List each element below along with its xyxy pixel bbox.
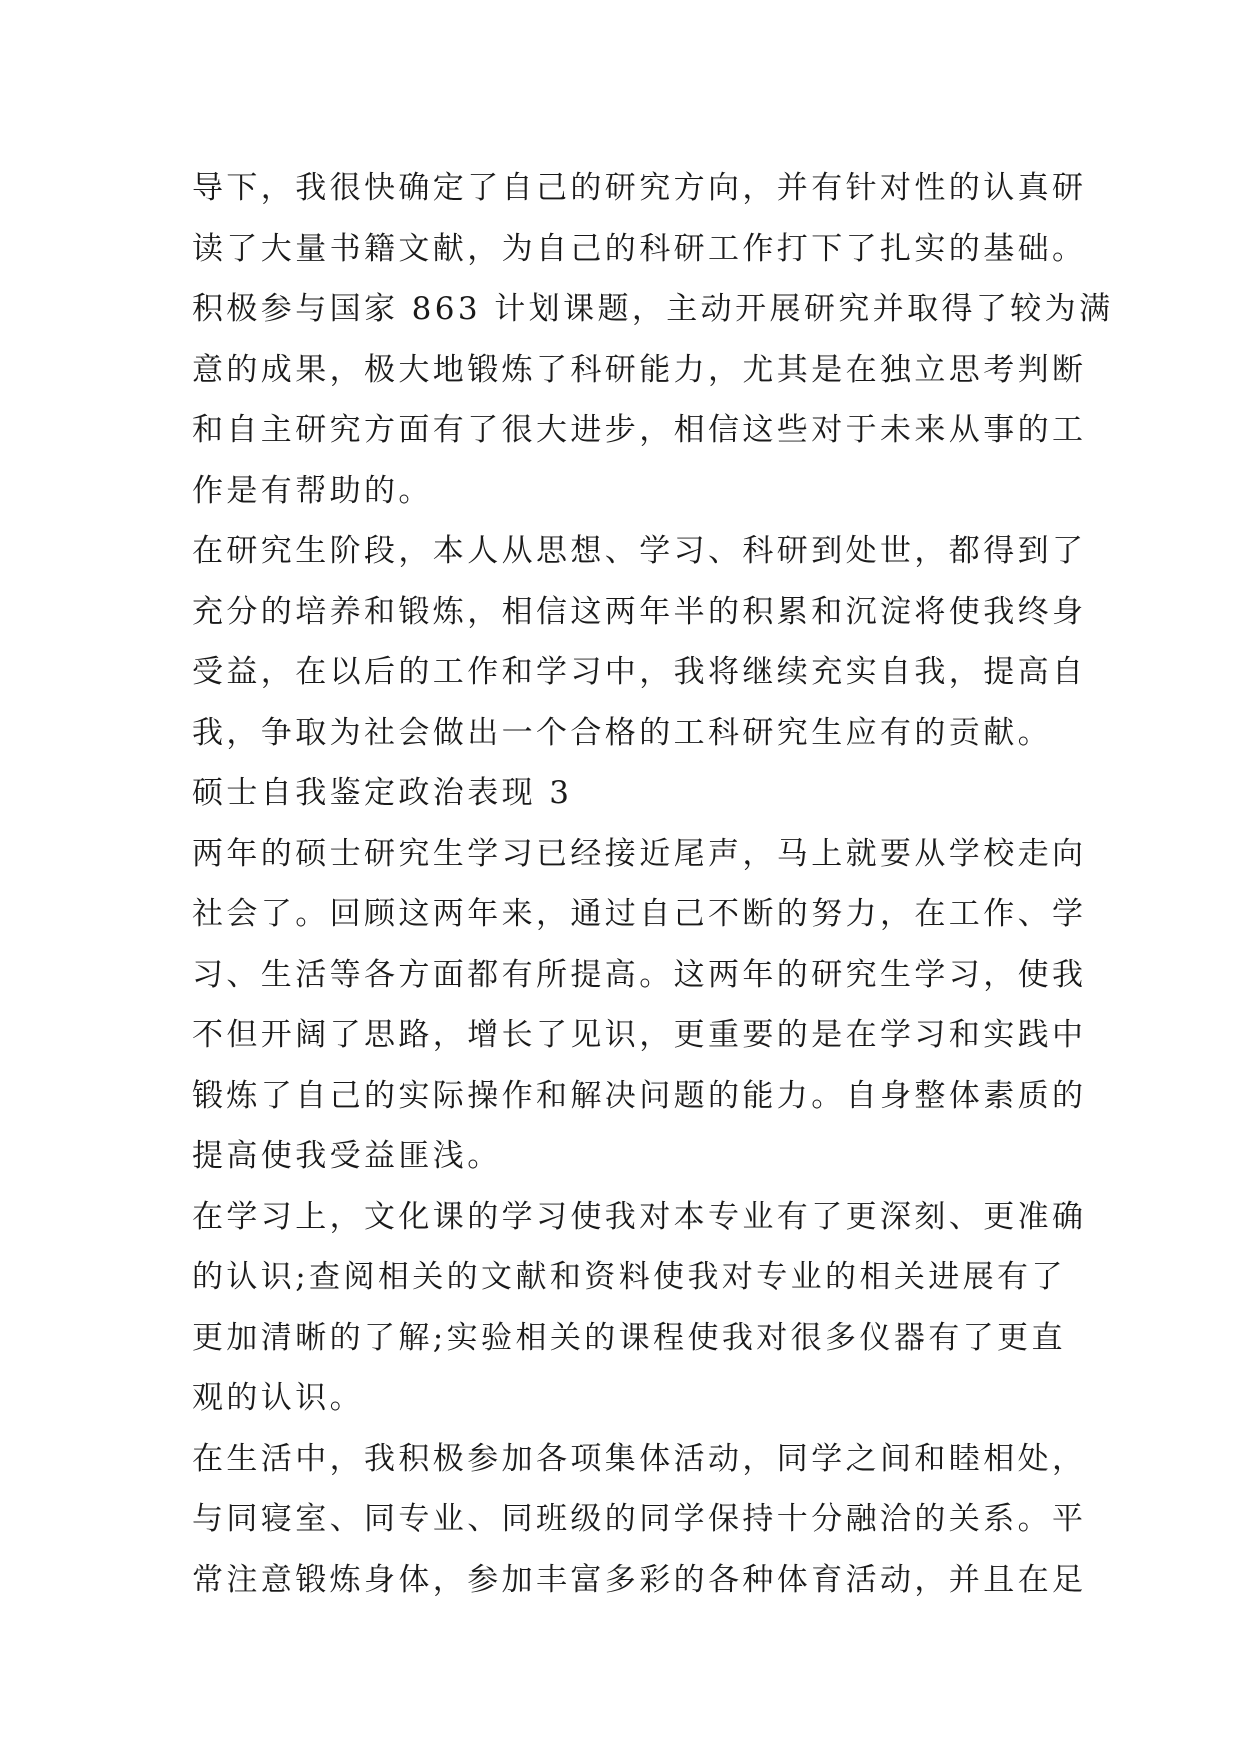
text-line: 导下，我很快确定了自己的研究方向，并有针对性的认真研: [192, 170, 1087, 206]
text-line: 在生活中，我积极参加各项集体活动，同学之间和睦相处，: [192, 1440, 1087, 1477]
text-line: 社会了。回顾这两年来，通过自己不断的努力，在工作、学: [192, 896, 1087, 932]
text-line: 充分的培养和锻炼，相信这两年半的积累和沉淀将使我终身: [192, 593, 1087, 630]
text-line: 读了大量书籍文献，为自己的科研工作打下了扎实的基础。: [192, 230, 1087, 267]
text-line: 与同寝室、同专业、同班级的同学保持十分融洽的关系。平: [192, 1501, 1087, 1537]
text-line: 更加清晰的了解;实验相关的课程使我对很多仪器有了更直: [192, 1319, 1066, 1356]
text-line: 受益，在以后的工作和学习中，我将继续充实自我，提高自: [192, 654, 1087, 690]
text-line: 作是有帮助的。: [192, 472, 433, 509]
text-line: 常注意锻炼身体，参加丰富多彩的各种体育活动，并且在足: [192, 1561, 1087, 1598]
text-line: 和自主研究方面有了很大进步，相信这些对于未来从事的工: [192, 412, 1087, 448]
text-line: 积极参与国家 863 计划课题，主动开展研究并取得了较为满: [192, 291, 1114, 327]
text-line: 提高使我受益匪浅。: [192, 1138, 502, 1174]
text-line: 的认识;查阅相关的文献和资料使我对专业的相关进展有了: [192, 1259, 1066, 1295]
text-line: 意的成果，极大地锻炼了科研能力，尤其是在独立思考判断: [192, 351, 1087, 388]
document-body: [192, 158, 1114, 1610]
text-line: 不但开阔了思路，增长了见识，更重要的是在学习和实践中: [192, 1017, 1087, 1053]
text-line: 习、生活等各方面都有所提高。这两年的研究生学习，使我: [192, 956, 1087, 993]
text-line: 锻炼了自己的实际操作和解决问题的能力。自身整体素质的: [192, 1077, 1087, 1114]
text-line: 两年的硕士研究生学习已经接近尾声，马上就要从学校走向: [192, 835, 1087, 872]
section-heading: 硕士自我鉴定政治表现 3: [192, 775, 573, 811]
text-line: 我，争取为社会做出一个合格的工科研究生应有的贡献。: [192, 714, 1052, 751]
text-line: 观的认识。: [192, 1380, 364, 1416]
text-line: 在研究生阶段，本人从思想、学习、科研到处世，都得到了: [192, 533, 1087, 569]
text-line: 在学习上，文化课的学习使我对本专业有了更深刻、更准确: [192, 1198, 1087, 1235]
